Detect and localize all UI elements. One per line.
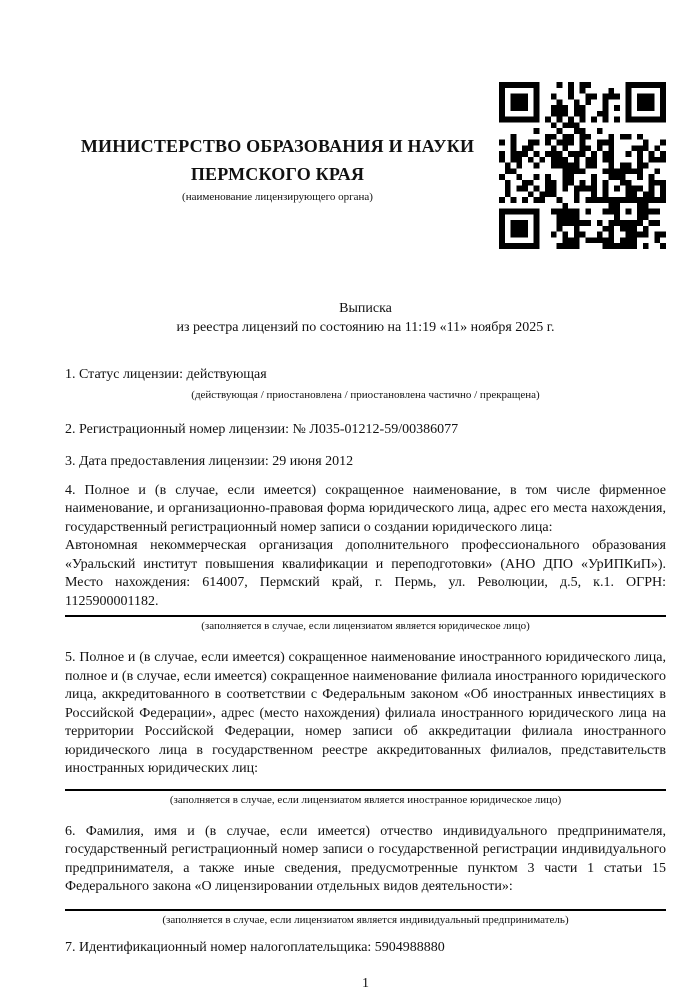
- license-status-text: 1. Статус лицензии: действующая: [65, 367, 267, 382]
- legal-entity-rule: [65, 615, 666, 617]
- item-individual-entrepreneur: [65, 823, 666, 927]
- item-license-date: [65, 453, 666, 472]
- item-foreign-entity: [65, 649, 666, 807]
- individual-entrepreneur-caption: (заполняется в случае, если лицензиатом является индивидуальный предприниматель): [162, 913, 569, 926]
- registration-number-text: 2. Регистрационный номер лицензии: № Л035-01212-59/00386077: [65, 421, 459, 437]
- document-subtitle: из реестра лицензий по состоянию на 11:19 «11» ноября 2025 г.: [176, 319, 555, 335]
- legal-entity-caption: (заполняется в случае, если лицензиатом является юридическое лицо): [201, 620, 530, 632]
- item-license-status: [65, 366, 666, 402]
- item-legal-entity: [65, 482, 666, 634]
- ministry-name-line2: ПЕРМСКОГО КРАЯ: [190, 164, 365, 184]
- individual-entrepreneur-rule: [65, 909, 666, 911]
- license-date-text: 3. Дата предоставления лицензии: 29 июня 2012: [65, 454, 354, 469]
- ministry-name-line1: МИНИСТЕРСТВО ОБРАЗОВАНИЯ И НАУКИ: [80, 136, 475, 156]
- licensing-authority-caption: (наименование лицензирующего органа): [182, 191, 373, 203]
- item-taxpayer-number: [65, 939, 666, 958]
- document-header: [65, 82, 666, 249]
- legal-entity-value: Автономная некоммерческая организация дополнительного профессионального образования «Уральский институт повышения квалификации и переподготовки» (АНО ДПО «УрИПКиП»). Место нахождения: 614007, Пермский край, г. Пермь, ул. Революции, д.5, к.1. ОГРН: 1125900001182.: [65, 538, 666, 609]
- foreign-entity-caption: (заполняется в случае, если лицензиатом является иностранное юридическое лицо): [169, 793, 562, 806]
- individual-entrepreneur-label: 6. Фамилия, имя и (в случае, если имеется) отчество индивидуального предпринимателя, государственный регистрационный номер записи о государственной регистрации индивидуального предпринимателя, а также иные сведения, предусмотренные пунктом 3 части 1 статьи 15 Федерального закона «О лицензировании отдельных видов деятельности»:: [65, 823, 666, 894]
- item-registration-number: [65, 421, 666, 440]
- page-number: 1: [362, 976, 369, 989]
- license-status-caption: (действующая / приостановлена / приостановлена частично / прекращена): [191, 388, 540, 401]
- foreign-entity-rule: [65, 789, 666, 791]
- qr-code-icon: [499, 82, 666, 249]
- taxpayer-number-text: 7. Идентификационный номер налогоплательщика: 5904988880: [65, 939, 445, 955]
- legal-entity-label: 4. Полное и (в случае, если имеется) сокращенное наименование, в том числе фирменное наименование, и организационно-правовая форма юридического лица, адрес его места нахождения, государственный регистрационный номер записи о создании юридического лица:: [65, 482, 666, 535]
- document-title: Выписка: [339, 301, 392, 316]
- foreign-entity-label: 5. Полное и (в случае, если имеется) сокращенное наименование иностранного юридического лица, полное и (в случае, если имеется) сокращенное наименование филиала иностранного юридического лица, аккредитованного в соответствии с Федеральным законом «Об иностранных инвестициях в Российской Федерации», адрес (место нахождения) филиала иностранного юридического лица на территории Российской Федерации, номер записи об аккредитации филиала иностранного юридического лица в государственном реестре аккредитованных филиалов, представительств иностранных юридических лиц:: [65, 650, 666, 776]
- document-title-block: [65, 300, 666, 337]
- licensing-authority-block: [65, 82, 490, 249]
- document-content: [0, 82, 700, 989]
